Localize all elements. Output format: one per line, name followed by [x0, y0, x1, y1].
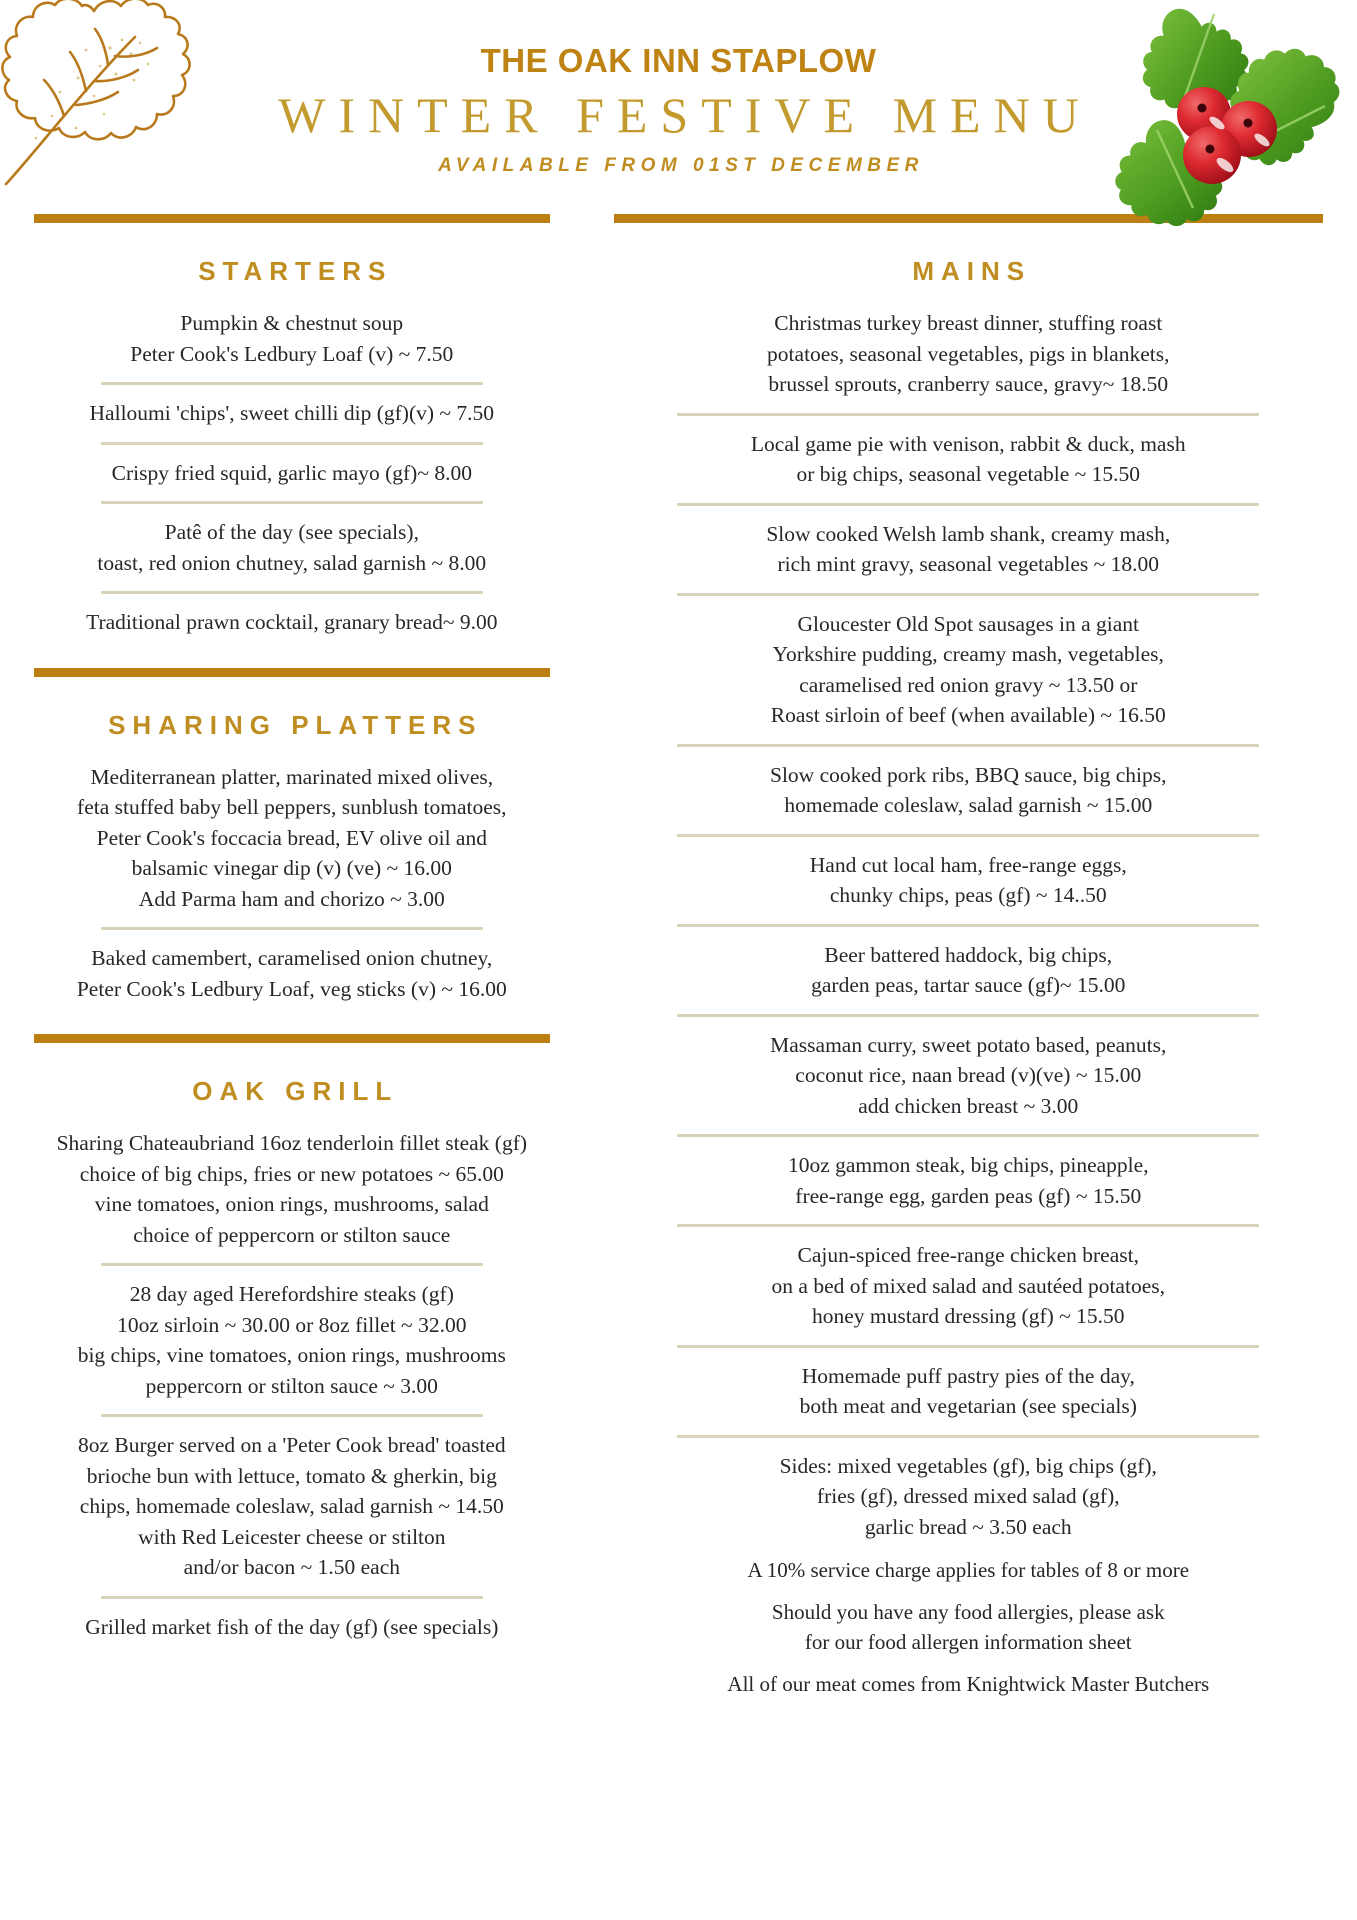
menu-item	[34, 1426, 550, 1587]
menu-item-line: Gloucester Old Spot sausages in a giant	[797, 611, 1140, 636]
menu-item-line: Add Parma ham and chorizo ~ 3.00	[138, 886, 445, 911]
menu-columns	[0, 208, 1357, 1702]
section-divider-bar	[34, 1034, 550, 1043]
item-divider	[101, 927, 483, 930]
item-divider	[101, 591, 483, 594]
menu-item-line: potatoes, seasonal vegetables, pigs in blankets,	[767, 341, 1170, 366]
menu-item-line: Hand cut local ham, free-range eggs,	[809, 852, 1127, 877]
menu-item	[614, 515, 1323, 584]
item-divider	[677, 1134, 1259, 1137]
menu-item-line: 28 day aged Herefordshire steaks (gf)	[129, 1282, 454, 1307]
menu-item	[614, 1236, 1323, 1336]
menu-item-line: with Red Leicester cheese or stilton	[138, 1524, 446, 1549]
note-line: A 10% service charge applies for tables of 8 or more	[747, 1558, 1190, 1583]
menu-item-line: Christmas turkey breast dinner, stuffing roast	[774, 311, 1163, 335]
note-line: All of our meat comes from Knightwick Master Butchers	[727, 1671, 1210, 1696]
allergy-note	[614, 1588, 1323, 1660]
menu-item-line: brioche bun with lettuce, tomato & gherkin, big	[86, 1463, 497, 1488]
menu-item-line: Slow cooked pork ribs, BBQ sauce, big chips,	[770, 762, 1167, 787]
menu-item-line: on a bed of mixed salad and sautéed potatoes,	[771, 1273, 1165, 1298]
availability-note: AVAILABLE FROM 01ST DECEMBER	[438, 155, 924, 177]
menu-item-line: Yorkshire pudding, creamy mash, vegetables,	[772, 642, 1164, 667]
menu-item-line: choice of peppercorn or stilton sauce	[133, 1222, 451, 1247]
menu-item-line: Beer battered haddock, big chips,	[824, 942, 1113, 967]
menu-item-line: big chips, vine tomatoes, onion rings, mushrooms	[77, 1343, 506, 1368]
section-title-oak-grill: OAK GRILL	[192, 1076, 399, 1107]
menu-item-line: choice of big chips, fries or new potatoes ~ 65.00	[79, 1161, 504, 1186]
menu-item	[34, 513, 550, 582]
restaurant-name: THE OAK INN STAPLOW	[480, 42, 877, 79]
menu-item-line: 10oz sirloin ~ 30.00 or 8oz fillet ~ 32.00	[117, 1312, 467, 1337]
note-line: Should you have any food allergies, please ask	[771, 1600, 1165, 1625]
section-divider-bar	[34, 214, 550, 223]
menu-item-line: chunky chips, peas (gf) ~ 14..50	[829, 883, 1107, 908]
menu-item-line: Patê of the day (see specials),	[164, 520, 419, 545]
menu-item	[34, 304, 550, 373]
item-divider	[101, 501, 483, 504]
menu-item-line: Mediterranean platter, marinated mixed olives,	[90, 764, 494, 789]
menu-item-line: add chicken breast ~ 3.00	[858, 1093, 1079, 1118]
right-column	[614, 208, 1323, 1702]
item-divider	[677, 1224, 1259, 1227]
menu-item-line: Local game pie with venison, rabbit & duck, mash	[750, 431, 1186, 456]
menu-item-line: honey mustard dressing (gf) ~ 15.50	[811, 1304, 1125, 1329]
menu-item-line: toast, red onion chutney, salad garnish ~ 8.00	[97, 550, 487, 575]
column-gap	[564, 208, 614, 1702]
item-divider	[677, 1345, 1259, 1348]
menu-item-line: fries (gf), dressed mixed salad (gf),	[816, 1484, 1120, 1509]
menu-item-line: both meat and vegetarian (see specials)	[799, 1394, 1137, 1419]
menu-item	[614, 936, 1323, 1005]
item-divider	[677, 1014, 1259, 1017]
menu-header	[0, 0, 1357, 208]
menu-item-line: chips, homemade coleslaw, salad garnish ~ 14.50	[79, 1494, 504, 1519]
menu-item-line: balsamic vinegar dip (v) (ve) ~ 16.00	[131, 856, 452, 881]
section-title-sharing-platters: SHARING PLATTERS	[108, 709, 483, 740]
menu-item-line: caramelised red onion gravy ~ 13.50 or	[799, 672, 1138, 697]
item-divider	[677, 503, 1259, 506]
section-divider-bar	[34, 668, 550, 677]
menu-item	[614, 1146, 1323, 1215]
menu-item-line: Baked camembert, caramelised onion chutney,	[91, 946, 493, 971]
item-divider	[677, 593, 1259, 596]
menu-item	[614, 605, 1323, 735]
menu-item-line: Sharing Chateaubriand 16oz tenderloin fillet steak (gf)	[56, 1131, 528, 1156]
menu-item-line: peppercorn or stilton sauce ~ 3.00	[145, 1373, 438, 1398]
menu-item-line: Crispy fried squid, garlic mayo (gf)~ 8.00	[111, 460, 472, 485]
item-divider	[101, 1596, 483, 1599]
item-divider	[677, 1435, 1259, 1438]
menu-item	[34, 1124, 550, 1254]
oak-leaf-icon	[0, 0, 205, 203]
menu-item	[34, 454, 550, 493]
menu-item	[614, 1026, 1323, 1126]
holly-berries-icon	[1111, 2, 1341, 227]
menu-item-line: homemade coleslaw, salad garnish ~ 15.00	[784, 793, 1153, 818]
item-divider	[677, 413, 1259, 416]
menu-item-line: Traditional prawn cocktail, granary bread~ 9.00	[86, 610, 498, 635]
menu-item	[34, 1275, 550, 1405]
item-divider	[101, 382, 483, 385]
item-divider	[677, 834, 1259, 837]
menu-item	[614, 304, 1323, 404]
service-charge-note	[614, 1546, 1323, 1588]
menu-item-line: garlic bread ~ 3.50 each	[864, 1514, 1072, 1539]
menu-item	[34, 394, 550, 433]
menu-item-line: brussel sprouts, cranberry sauce, gravy~ 18.50	[768, 372, 1169, 397]
menu-item-line: 10oz gammon steak, big chips, pineapple,	[787, 1153, 1149, 1178]
butcher-note	[614, 1660, 1323, 1702]
menu-item	[614, 425, 1323, 494]
section-title-starters: STARTERS	[198, 256, 393, 286]
menu-item-line: Cajun-spiced free-range chicken breast,	[797, 1243, 1139, 1268]
menu-item	[614, 1357, 1323, 1426]
menu-item-line: Halloumi 'chips', sweet chilli dip (gf)(v) ~ 7.50	[89, 401, 495, 426]
menu-item-line: coconut rice, naan bread (v)(ve) ~ 15.00	[795, 1063, 1142, 1088]
menu-item-line: or big chips, seasonal vegetable ~ 15.50	[796, 462, 1141, 487]
menu-item-line: Slow cooked Welsh lamb shank, creamy mash,	[766, 521, 1171, 546]
item-divider	[677, 924, 1259, 927]
menu-item-line: Sides: mixed vegetables (gf), big chips (gf),	[779, 1453, 1157, 1478]
item-divider	[101, 442, 483, 445]
menu-item-line: feta stuffed baby bell peppers, sunblush tomatoes,	[77, 795, 507, 820]
menu-item-line: Grilled market fish of the day (gf) (see specials)	[85, 1614, 499, 1639]
section-title-mains: MAINS	[912, 256, 1032, 286]
menu-item-line: Roast sirloin of beef (when available) ~ 16.50	[770, 703, 1166, 728]
menu-item-line: Homemade puff pastry pies of the day,	[801, 1363, 1135, 1388]
menu-item-line: 8oz Burger served on a 'Peter Cook bread' toasted	[77, 1433, 506, 1458]
page-title: WINTER FESTIVE MENU	[278, 86, 1092, 143]
note-line: for our food allergen information sheet	[804, 1630, 1132, 1655]
left-column	[34, 208, 564, 1702]
item-divider	[101, 1414, 483, 1417]
menu-item-sides	[614, 1447, 1323, 1547]
item-divider	[677, 744, 1259, 747]
menu-item-line: Pumpkin & chestnut soup	[180, 311, 404, 335]
menu-item-line: Peter Cook's Ledbury Loaf (v) ~ 7.50	[130, 341, 454, 366]
menu-item-line: and/or bacon ~ 1.50 each	[183, 1555, 400, 1580]
menu-item	[34, 758, 550, 919]
menu-item-line: rich mint gravy, seasonal vegetables ~ 18.00	[777, 552, 1160, 577]
menu-item	[614, 846, 1323, 915]
menu-item-line: garden peas, tartar sauce (gf)~ 15.00	[811, 973, 1126, 998]
item-divider	[101, 1263, 483, 1266]
menu-item-line: Peter Cook's foccacia bread, EV olive oil and	[96, 825, 487, 850]
menu-item-line: free-range egg, garden peas (gf) ~ 15.50	[795, 1183, 1142, 1208]
menu-item	[34, 603, 550, 642]
menu-item	[34, 939, 550, 1008]
menu-item-line: Peter Cook's Ledbury Loaf, veg sticks (v) ~ 16.00	[76, 976, 507, 1001]
menu-item	[614, 756, 1323, 825]
menu-item-line: vine tomatoes, onion rings, mushrooms, salad	[94, 1192, 489, 1217]
menu-item-line: Massaman curry, sweet potato based, peanuts,	[770, 1032, 1167, 1057]
menu-item	[34, 1608, 550, 1647]
